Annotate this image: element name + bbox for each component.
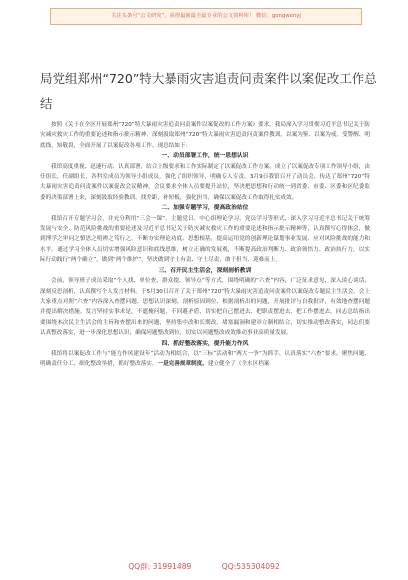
- document-body: [40, 120, 370, 370]
- section-body-3: 会前，领导班子成员采取“个人找、单位查、群众提、领导点”等方式，围绕明确的“六查”内容，广泛征求意见，深入谈心谈话，深刻反思剖析，认真撰写个人发言材料。于5月30日召开了关于郑州“720”特大暴雨灾害追责问责案件以案促改专题民主生活会。会上大家重点对照“六查”内容深入查摆问题、思想认识深刻、剖析原因到位、根据剖析出的问题，开展批评与自我批评，有效地查摆问题并提出解决措施。发言坚持实事求是，不遮掩问题，不回避矛盾，切实把自己摆进去、把职责摆进去、把工作摆进去。同志总结指出要围绕本次民主生活会的主旨和查摆出来的问题，坚持集中改和长期改、堵塞漏洞和建章立制相结合，切实推动整改落实，同志们要认真整改落实，进一步深化思想认识，确保问题整改到位，切实以问题整改成效推动事业高质量发展。: [40, 278, 370, 337]
- section-body-2: 我馆召开专题学习会，并充分利用“三会一课”、主题党日、中心组理论学习、党员学习等形式，深入学习习近平总书记关于统筹发展与安全、防范风险挑战的重要论述及习近平总书记关于防灾减灾救灾工作的重要论述和指示批示精神等，认真撰写心得体会，做到博学之审问之慎思之明辨之笃行之，不断夯实理论功底、思想根基，提高运用党的创新理论谋划事业发展、应对风险挑战的能力和水平。通过学习全体人员切实增强风险意识和底线思维，树立正确的发展观，不断提高政治判断力、政治领悟力、政治执行力，以实际行动践行“两个确立”，做到“两个维护”，坚决做到守土有责、守土尽责，敢于担当、迎难而上。: [40, 215, 370, 264]
- section-body-1: 我馆高度重视、迅速行动、认真部署，结合上级要求和工作实际制定了以案促改工作方案，成立了以案促改专项工作领导小组，由任组长，任副组长，各科室成员为领导小组成员，强化了组织领导，明确专人专责。3月9日我馆召开了动员会，传达了郑州“720”特大暴雨灾害追责问责案件以案促改会议精神，会议要求全体人员要提升站位，坚决把思想和行动统一到省委、市委、区委和区纪委监委的决策部署上来，深刻汲取经验教训，找差距、补短板，强化担当，确保以案促改工作取得扎实成效。: [40, 163, 370, 201]
- section-body-4-rest: 建立健全了《全水区档案: [207, 361, 270, 368]
- section-heading-3: 三、召开民主生活会，深刻剖析教训: [158, 267, 252, 274]
- section-heading-2: 二、加强专题学习，提高政治站位: [161, 205, 249, 212]
- top-banner: 关注头条号“公文研究”，获得最新最全最专业的公文资料库！ 微信：gongwenyj: [50, 8, 362, 25]
- footer-contact: [0, 560, 408, 574]
- section-body-4-bold: 一是完善规章制度。: [157, 361, 208, 368]
- section-body-4: [40, 349, 370, 370]
- section-heading-4: 四、抓好整改落实，提升能力作风: [161, 340, 249, 347]
- footer-qq-group: QQ群: 31991489: [128, 562, 192, 571]
- footer-qq: QQ:535304092: [221, 562, 280, 571]
- section-body-4-text: 我馆将以案促改工作与“能力作风建设年”活动为相结合，以“三标”活动和“两大一争”为抓手，认真落实“六查”要求，聚焦问题，明确责任分工，细化整改举措，抓好整改落实。: [40, 350, 370, 368]
- intro-paragraph: 按照《关于在全区开展郑州“720”特大暴雨灾害追责问责案件以案促改的工作方案》要求，我局深入学习贯彻习近平总书记关于防灾减灾救灾工作的重要论述和指示批示精神，深刻汲取郑州“720”特大暴雨灾害追责问责案件教训，以案为鉴、以案为戒，受警醒、明底线，知敬畏，全面开展了以案促改各项工作。现总结如下：: [40, 122, 370, 149]
- section-heading-1: 一、动员部署工作，统一思想认识: [161, 153, 249, 160]
- document-title: 局党组郑州“720”特大暴雨灾害追责问责案件以案促改工作总结: [40, 71, 377, 111]
